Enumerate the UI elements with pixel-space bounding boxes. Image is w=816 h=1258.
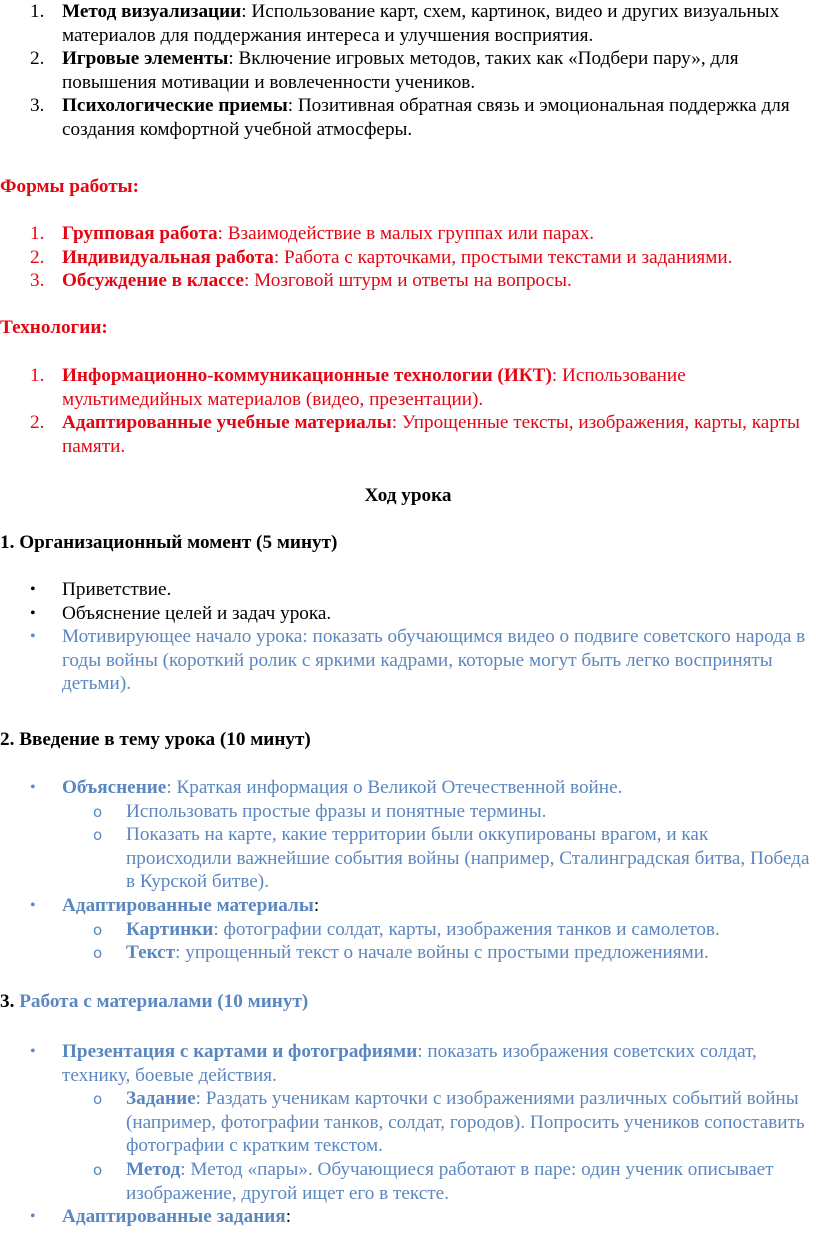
sub-list-item [0,941,816,965]
item-text: : фотографии солдат, карты, изображения танков и самолетов. [213,918,720,940]
circle-bullet-icon: o [93,1090,103,1109]
list-number: 1. [30,223,45,244]
form-text: : Работа с карточками, простыми текстами и заданиями. [273,246,733,268]
circle-bullet-icon: o [93,826,103,845]
list-number: 3. [30,270,45,292]
stage3-heading [0,990,308,1014]
list-item [0,269,816,293]
list-number: 2. [30,48,45,70]
item-text: Использовать простые фразы и понятные термины. [126,800,547,822]
stage1-heading: 1. Организационный момент (5 минут) [0,532,338,553]
item-term: Текст [126,942,176,964]
method-term: Метод визуализации [62,1,242,22]
list-item [0,94,816,141]
item-term: Презентация с картами и фотографиями [62,1041,418,1062]
form-text: : Взаимодействие в малых группах или парах. [217,223,594,244]
item-text: : Метод «пары». Обучающиеся работают в паре: один ученик описывает изображение, другой ищет его в тексте. [126,1158,774,1204]
stage2-list [0,776,816,965]
tech-heading: Технологии: [0,317,108,338]
bullet-icon: • [30,896,36,914]
bullet-icon: • [30,1208,36,1226]
tech-term: Адаптированные учебные материалы [62,412,392,434]
list-item [0,222,816,246]
sub-list-item [0,918,816,942]
forms-heading: Формы работы: [0,176,140,197]
item-colon: : [285,1206,292,1228]
bullet-icon: • [30,604,36,622]
stage1-list [0,578,816,696]
item-text: : упрощенный текст о начале войны с простыми предложениями. [175,942,709,964]
item-text: Мотивирующее начало урока: показать обучающимся видео о подвиге советского народа в годы войны (короткий ролик с яркими кадрами, которые могут быть легко восприняты детьми). [62,626,806,695]
bullet-icon: • [30,628,36,646]
stage2-heading: 2. Введение в тему урока (10 минут) [0,729,311,750]
stage3-title: Работа с материалами (10 минут) [19,991,309,1012]
item-text: : показать изображения советских солдат, технику, боевые действия. [62,1041,757,1086]
stage3-list [0,1040,816,1229]
list-item [0,1040,816,1087]
forms-list [0,222,816,293]
sub-list-item [0,823,816,894]
methods-list [0,0,816,142]
list-item [0,776,816,800]
method-text: : Позитивная обратная связь и эмоциональная поддержка для создания комфортной учебной атмосферы. [62,95,790,140]
item-text: : Краткая информация о Великой Отечественной войне. [166,777,623,798]
circle-bullet-icon: o [93,920,103,939]
list-item [0,47,816,94]
stage3-number: 3. [0,991,15,1012]
list-item [0,602,816,626]
list-item [0,364,816,411]
bullet-icon: • [30,581,36,598]
list-item [0,411,816,458]
circle-bullet-icon: o [93,1160,103,1179]
tech-text: : Упрощенные тексты, изображения, карты, карты памяти. [62,412,800,457]
form-term: Обсуждение в классе [62,270,245,292]
sub-list-item [0,1087,816,1158]
item-colon: : [313,894,320,916]
bullet-icon: • [30,779,36,796]
sub-list-item [0,1158,816,1205]
form-term: Индивидуальная работа [62,246,274,268]
method-text: : Использование карт, схем, картинок, видео и других визуальных материалов для поддержания интереса и улучшения восприятия. [62,1,780,46]
list-item [0,578,816,602]
circle-bullet-icon: o [93,944,103,963]
sub-list-item [0,800,816,824]
item-term: Метод [126,1158,181,1180]
bullet-icon: • [30,1043,36,1060]
tech-term: Информационно-коммуникационные технологии (ИКТ) [62,365,552,386]
item-text: Объяснение целей и задач урока. [62,602,332,624]
circle-bullet-icon: o [93,802,103,821]
item-term: Задание [126,1088,196,1110]
list-number: 1. [30,1,45,22]
item-term: Адаптированные материалы [62,894,314,916]
method-term: Игровые элементы [62,48,229,70]
list-item [0,246,816,270]
form-term: Групповая работа [62,223,218,244]
item-text: Приветствие. [62,579,172,600]
tech-text: : Использование мультимедийных материалов (видео, презентации). [62,365,686,410]
list-number: 2. [30,246,45,268]
method-text: : Включение игровых методов, таких как «Подбери пару», для повышения мотивации и вовлеченности учеников. [62,48,739,93]
list-number: 3. [30,95,45,117]
item-term: Адаптированные задания [62,1206,286,1228]
list-item [0,1205,816,1229]
item-text: Показать на карте, какие территории были оккупированы врагом, и как происходили важнейшие события войны (например, Сталинградская битва, Победа в Курской битве). [126,824,810,893]
list-item [0,625,816,696]
list-item [0,0,816,47]
item-term: Картинки [126,918,214,940]
item-text: : Раздать ученикам карточки с изображениями различных событий войны (например, фотографии танков, солдат, городов). Попросить учеников сопоставить фотографии с кратким текстом. [126,1088,805,1157]
list-number: 1. [30,365,45,386]
lesson-title: Ход урока [364,485,452,506]
form-text: : Мозговой штурм и ответы на вопросы. [244,270,572,292]
list-item [0,894,816,918]
tech-list [0,364,816,458]
method-term: Психологические приемы [62,95,288,117]
item-term: Объяснение [62,777,167,798]
list-number: 2. [30,412,45,434]
